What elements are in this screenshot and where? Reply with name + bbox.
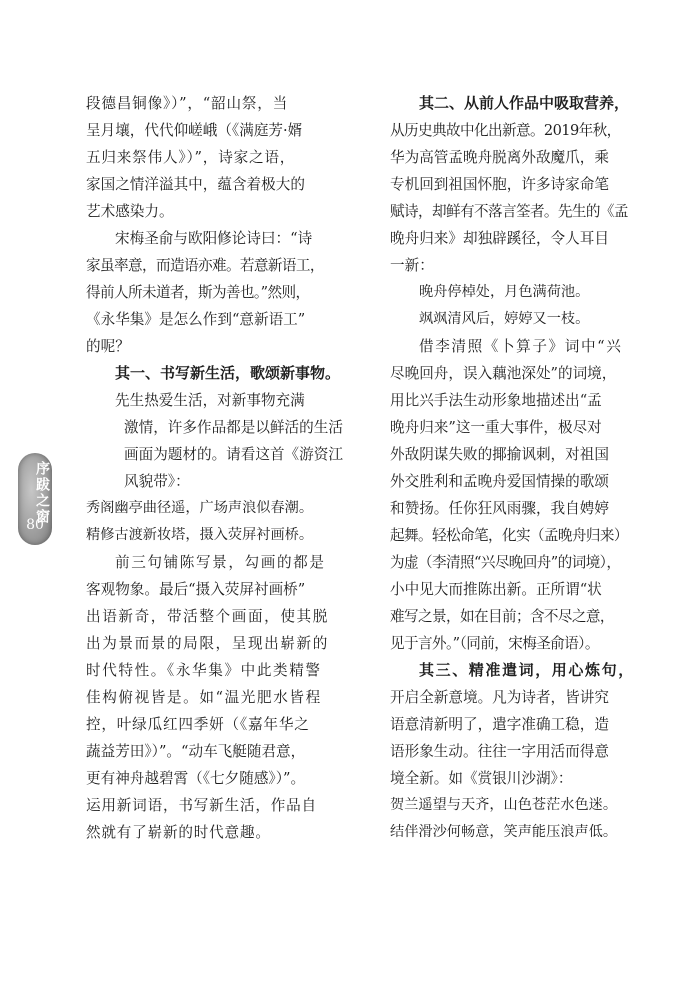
text-line: 出语新奇，带活整个画面，使其脱 [86, 608, 329, 625]
text-line: 华为高管孟晚舟脱离外敌魔爪，乘 [390, 149, 609, 166]
text-line: 控，叶绿瓜红四季妍（《嘉年华之 [86, 716, 310, 733]
text-line: 小中见大而推陈出新。正所谓“状 [390, 581, 602, 598]
text-line: 蔬益芳田》）”。“动车飞艇随君意， [86, 743, 306, 760]
poem-line: 贺兰遥望与天齐，山色苍茫水色迷。 [390, 797, 618, 813]
poem-line: 精修古渡新妆塔，摄入荧屏衬画桥。 [86, 527, 314, 543]
section-heading: 其三、精准遣词，用心炼句， [419, 661, 635, 679]
text-line: 难写之景，如在目前；含不尽之意， [390, 608, 614, 625]
text-line: 起舞。轻松命笔，化实（孟晚舟归来） [390, 527, 628, 544]
page-number: 80 [26, 517, 44, 533]
text-line: 呈月壤，代代仰嵯峨（《满庭芳·婿 [86, 122, 303, 139]
text-line: 见于言外。”（同前，宋梅圣俞语）。 [390, 635, 599, 652]
text-line: 的呢？ [86, 338, 130, 355]
text-line: 和赞扬。任你狂风雨骤，我自娉婷 [390, 500, 609, 517]
section-heading: 其一、书写新生活，歌颂新事物。 [115, 364, 341, 382]
text-line: 用比兴手法生动形象地描述出“孟 [390, 392, 602, 409]
text-line: 时代特性。《永华集》中此类精警 [86, 662, 322, 679]
text-line: 出为景而景的局限，呈现出崭新的 [86, 635, 329, 652]
text-line: 前三句铺陈写景，勾画的都是 [115, 554, 326, 571]
text-line: 段德昌铜像》）”，“韶山祭，当 [86, 95, 289, 112]
poem-line: 晚舟停棹处，月色满荷池。 [419, 284, 590, 300]
text-line: 晚舟归来”这一重大事件，极尽对 [390, 419, 602, 436]
text-line: 激情，许多作品都是以鲜活的生活 [124, 419, 343, 436]
text-line: 境全新。如《赏银川沙湖》： [390, 770, 573, 787]
poem-line: 飒飒清风后，婷婷又一枝。 [419, 311, 590, 327]
text-line: 五归来祭伟人》）”，诗家之语， [86, 149, 296, 166]
text-line: 一新： [390, 257, 434, 274]
text-line: 赋诗，却鲜有不落言筌者。先生的《孟 [390, 203, 628, 220]
section-title: 序跋之窗 [34, 461, 50, 525]
text-line: 画面为题材的。请看这首《游资江 [124, 446, 343, 463]
text-line: 语形象生动。往往一字用活而得意 [390, 743, 609, 760]
text-line: 语意清新明了，遣字准确工稳，造 [390, 716, 609, 733]
text-line: 艺术感染力。 [86, 203, 174, 220]
text-line: 风貌带》： [124, 473, 190, 490]
text-line: 开启全新意境。凡为诗者，皆讲究 [390, 689, 609, 706]
left-column [86, 90, 358, 846]
text-line: 宋梅圣俞与欧阳修论诗曰：“诗 [115, 230, 313, 247]
right-column [390, 90, 640, 846]
text-line: 佳构俯视皆是。如“温光肥水皆程 [86, 689, 322, 706]
text-line: 晚舟归来》却独辟蹊径，令人耳目 [390, 230, 609, 247]
text-line: 为虚（李清照“兴尽晚回舟”的词境）， [390, 554, 621, 571]
text-line: 外敌阴谋失败的揶揄讽刺，对祖国 [390, 446, 609, 463]
text-line: 从历史典故中化出新意。2019年秋， [390, 122, 621, 139]
text-line: 《永华集》是怎么作到“意新语工” [86, 311, 306, 328]
text-line: 专机回到祖国怀胞，许多诗家命笔 [390, 176, 609, 193]
text-line: 先生热爱生活，对新事物充满 [115, 392, 305, 409]
text-line: 家虽率意，而造语亦难。若意新语工， [86, 257, 324, 274]
text-line: 尽晚回舟，误入藕池深处”的词境， [390, 365, 617, 382]
text-line: 外交胜利和孟晚舟爱国情操的歌颂 [390, 473, 609, 490]
text-line: 家国之情洋溢其中，蕴含着极大的 [86, 176, 305, 193]
text-line: 客观物象。最后“摄入荧屏衬画桥” [86, 581, 306, 598]
section-heading: 其二、从前人作品中吸取营养， [419, 94, 630, 112]
section-side-tab [18, 453, 52, 545]
text-line: 运用新词语，书写新生活，作品自 [86, 797, 317, 814]
text-line: 然就有了崭新的时代意趣。 [86, 824, 271, 841]
text-line: 得前人所未道者，斯为善也。”然则， [86, 284, 310, 301]
poem-line: 结伴滑沙何畅意，笑声能压浪声低。 [390, 824, 618, 840]
text-line: 借李清照《卜算子》词中“兴 [419, 338, 623, 355]
poem-line: 秀阁幽亭曲径遥，广场声浪似春潮。 [86, 500, 314, 516]
text-line: 更有神舟越碧霄（《七夕随感》）”。 [86, 770, 306, 787]
